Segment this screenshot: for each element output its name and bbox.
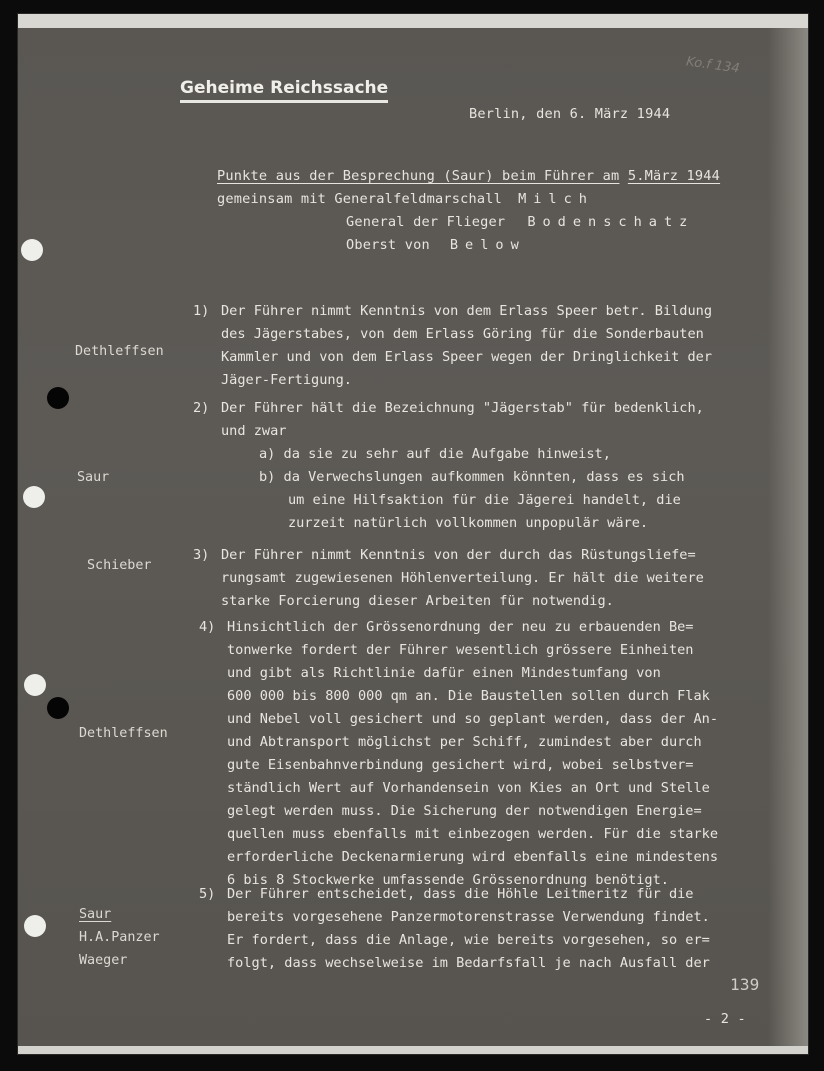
margin-label: Dethleffsen: [79, 726, 168, 741]
paragraph-line: folgt, dass wechselweise im Bedarfsfall je nach Ausfall der: [227, 955, 710, 971]
paragraph-line: Der Führer entscheidet, dass die Höhle Leitmeritz für die: [227, 886, 694, 902]
paragraph-line: ständlich Wert auf Vorhandensein von Kies an Ort und Stelle: [227, 780, 710, 796]
paragraph-line: tonwerke fordert der Führer wesentlich grössere Einheiten: [227, 642, 694, 658]
punch-hole: [47, 697, 69, 719]
subject-participant-role: gemeinsam mit Generalfeldmarschall: [217, 191, 503, 207]
paragraph-line: erforderliche Deckenarmierung wird ebenfalls eine mindestens: [227, 849, 719, 865]
punch-hole: [24, 674, 46, 696]
paragraph-line: und Abtransport möglichst per Schiff, zumindest aber durch: [227, 734, 702, 750]
participant-name: Below: [449, 237, 526, 253]
place-date: Berlin, den 6. März 1944: [469, 106, 671, 122]
paragraph-line: bereits vorgesehene Panzermotorenstrasse Verwendung findet.: [227, 909, 710, 925]
pencil-annotation: Ko.f 134: [685, 54, 741, 77]
page-number: - 2 -: [704, 1011, 746, 1027]
margin-label: H.A.Panzer: [79, 930, 160, 945]
margin-label: Saur: [77, 470, 110, 485]
paragraph-line: Kammler und von dem Erlass Speer wegen der Dringlichkeit der: [221, 349, 713, 365]
paragraph-line: und Nebel voll gesichert und so geplant werden, dass der An-: [227, 711, 719, 727]
participant-name: Milch: [518, 191, 594, 207]
subject-title: Punkte aus der Besprechung (Saur) beim Führer am: [217, 168, 620, 184]
paragraph-line: 600 000 bis 800 000 qm an. Die Baustellen sollen durch Flak: [227, 688, 710, 704]
subject-line-1: [217, 168, 720, 184]
paragraph-line: 6 bis 8 Stockwerke umfassende Grössenordnung benötigt.: [227, 872, 669, 888]
page-edge-shadow: [768, 28, 808, 1046]
classification-heading: Geheime Reichssache: [180, 78, 388, 103]
paragraph-number: 1): [193, 303, 210, 319]
subject-line-3: [346, 214, 694, 230]
subject-date: 5.März 1944: [627, 168, 721, 184]
margin-label: Saur: [79, 907, 112, 922]
paragraph-line: des Jägerstabes, von dem Erlass Göring für die Sonderbauten: [221, 326, 704, 342]
participant-name: Bodenschatz: [527, 214, 695, 230]
paragraph-line: Hinsichtlich der Grössenordnung der neu zu erbauenden Be=: [227, 619, 694, 635]
punch-hole: [21, 239, 43, 261]
folio-number: 139: [730, 975, 760, 994]
document-page: [18, 14, 808, 1054]
paragraph-line: und zwar: [221, 423, 287, 439]
paragraph-line: quellen muss ebenfalls mit einbezogen werden. Für die starke: [227, 826, 719, 842]
subject-line-4: [346, 237, 526, 253]
punch-hole: [24, 915, 46, 937]
paragraph-line: zurzeit natürlich vollkommen unpopulär wäre.: [288, 515, 649, 531]
punch-hole: [47, 387, 69, 409]
paragraph-number: 3): [193, 547, 210, 563]
paragraph-number: 5): [199, 886, 216, 902]
paragraph-line: Jäger-Fertigung.: [221, 372, 352, 388]
paragraph-line: Der Führer hält die Bezeichnung "Jägerstab" für bedenklich,: [221, 400, 704, 416]
paragraph-line: a) da sie zu sehr auf die Aufgabe hinweist,: [259, 446, 611, 462]
paragraph-number: 4): [199, 619, 216, 635]
margin-label: Schieber: [87, 558, 152, 573]
subject-line-2: [217, 191, 594, 207]
subject-participant-role: Oberst von: [346, 237, 430, 253]
punch-hole: [23, 486, 45, 508]
paragraph-line: und gibt als Richtlinie dafür einen Mindestumfang von: [227, 665, 661, 681]
paragraph-line: gelegt werden muss. Die Sicherung der notwendigen Energie=: [227, 803, 702, 819]
paragraph-number: 2): [193, 400, 210, 416]
paragraph-line: gute Eisenbahnverbindung gesichert wird, wobei selbstver=: [227, 757, 694, 773]
paragraph-line: um eine Hilfsaktion für die Jägerei handelt, die: [288, 492, 681, 508]
margin-label: Dethleffsen: [75, 344, 164, 359]
paragraph-line: Der Führer nimmt Kenntnis von der durch das Rüstungsliefe=: [221, 547, 696, 563]
paragraph-line: Der Führer nimmt Kenntnis von dem Erlass Speer betr. Bildung: [221, 303, 713, 319]
margin-label: Waeger: [79, 953, 128, 968]
paragraph-line: rungsamt zugewiesenen Höhlenverteilung. Er hält die weitere: [221, 570, 704, 586]
subject-participant-role: General der Flieger: [346, 214, 506, 230]
paragraph-line: Er fordert, dass die Anlage, wie bereits vorgesehen, so er=: [227, 932, 710, 948]
paragraph-line: starke Forcierung dieser Arbeiten für notwendig.: [221, 593, 614, 609]
paragraph-line: b) da Verwechslungen aufkommen könnten, dass es sich: [259, 469, 685, 485]
